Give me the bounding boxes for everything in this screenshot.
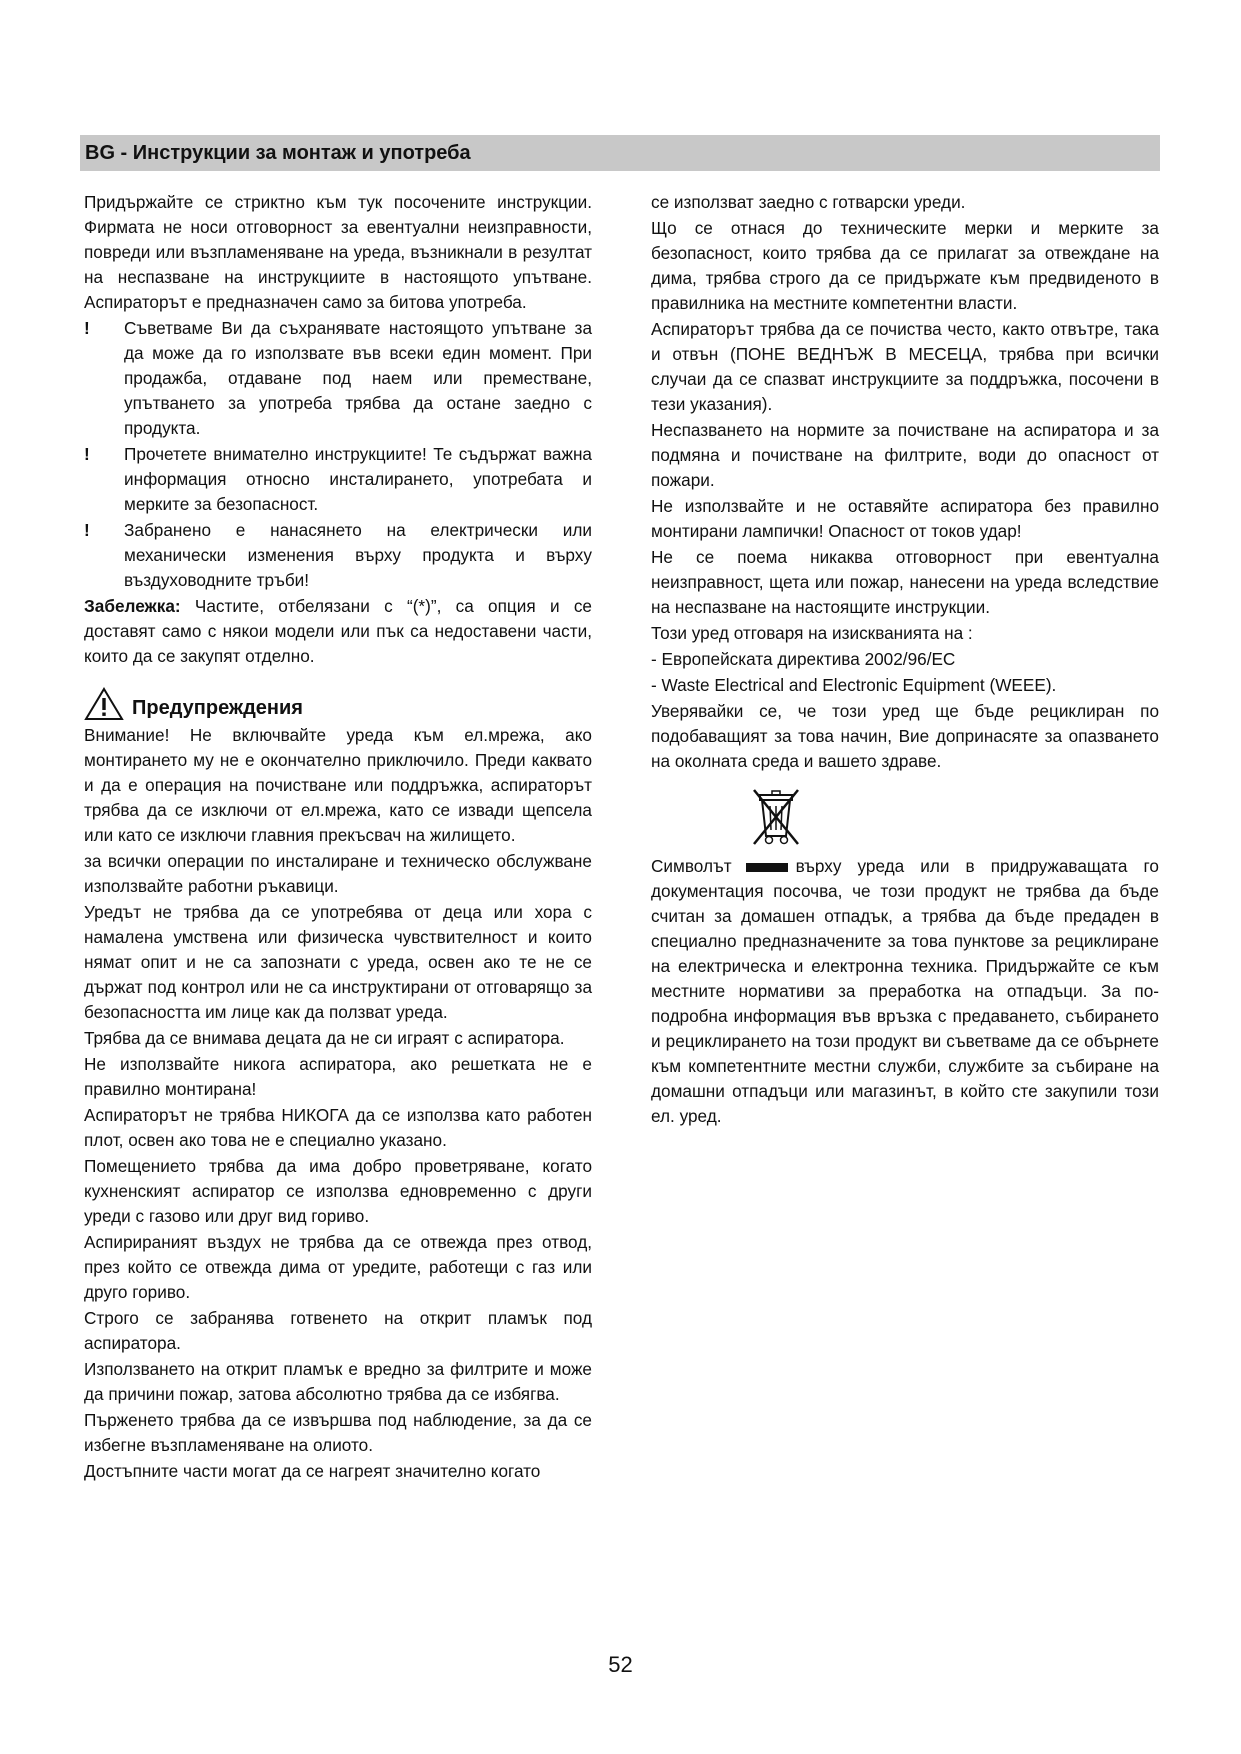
section-header: BG - Инструкции за монтаж и употреба: [80, 135, 1160, 171]
warnings-title: Предупреждения: [132, 697, 303, 719]
bullet-mark: !: [84, 318, 90, 338]
bullet-text: Съветваме Ви да съхранявате настоящото упътване за да може да го използвате във всеки един момент. При продажба, отдаване под наем или преместване, упътването за употреба трябва да остане заедно с продукта.: [124, 318, 592, 438]
right-paragraph: Аспираторът трябва да се почиства често, както отвътре, така и отвън (ПОНЕ ВЕДНЪЖ В МЕСЕЦА, трябва при всички случаи да се спазват инструкциите за поддръжка, посочени в тези указания).: [651, 319, 1159, 414]
symbol-prefix: Символът: [651, 856, 732, 876]
bullet-item: [84, 518, 592, 593]
note-label: Забележка:: [84, 596, 181, 616]
warning-paragraph: Уредът не трябва да се употребява от деца или хора с намалена умствена или физическа чувствителност и които нямат опит и не са запознати с уреда, освен ако те не се държат под контрол или не са инструктирани от отговарящо за безопасността им лице как да ползват уреда.: [84, 902, 592, 1022]
warning-paragraph: Достъпните части могат да се нагреят значително когато: [84, 1461, 541, 1481]
bullet-text: Забранено е нанасянето на електрически или механически изменения върху продукта и върху въздуховодните тръби!: [124, 520, 592, 590]
intro-paragraph: Придържайте се стриктно към тук посочените инструкции. Фирмата не носи отговорност за евентуални неизправности, повреди или възпламеняване на уреда, възникнали в резултат на неспазване на инструкциите в настоящото упътване. Аспираторът е предназначен само за битова употреба.: [84, 192, 592, 312]
warning-paragraph: Внимание! Не включвайте уреда към ел.мрежа, ако монтирането му не е окончателно приключило. Преди каквато и да е операция на почистване или поддръжка, аспираторът трябва да се изключи от ел.мрежа, като се извади щепсела или като се изключи главния прекъсвач на жилището.: [84, 725, 592, 845]
right-paragraph: - Европейската директива 2002/96/EC: [651, 649, 956, 669]
warning-paragraph: Строго се забранява готвенето на открит пламък под аспиратора.: [84, 1308, 592, 1353]
bullet-mark: !: [84, 444, 90, 464]
weee-paragraph: [651, 854, 1159, 1129]
warning-paragraph: Аспираторът не трябва НИКОГА да се използва като работен плот, освен ако това не е специално указано.: [84, 1105, 592, 1150]
bullet-mark: !: [84, 520, 90, 540]
warning-paragraph: Пърженето трябва да се извършва под наблюдение, за да се избегне възпламеняване на олиото.: [84, 1410, 592, 1455]
page-number: 52: [608, 1652, 633, 1677]
right-paragraph: Неспазването на нормите за почистване на аспиратора и за подмяна и почистване на филтрите, води до опасност от пожари.: [651, 420, 1159, 490]
right-paragraph: - Waste Electrical and Electronic Equipment (WEEE).: [651, 675, 1057, 695]
warning-paragraph: Аспирираният въздух не трябва да се отвежда през отвод, през който се отвежда дима от уредите, работещи с газ или друго гориво.: [84, 1232, 592, 1302]
right-column: [651, 190, 1159, 1130]
bullet-text: Прочетете внимателно инструкциите! Те съдържат важна информация относно инсталирането, употребата и мерките за безопасност.: [124, 444, 592, 514]
note-text: Частите, отбелязани с “(*)”, са опция и се доставят само с някои модели или пък са недоставени части, които да се закупят отделно.: [84, 596, 592, 666]
bullet-item: [84, 316, 592, 441]
warning-paragraph: Използването на открит пламък е вредно за филтрите и може да причини пожар, затова абсолютно трябва да се избягва.: [84, 1359, 592, 1404]
symbol-text: върху уреда или в придружаващата го документация посочва, че този продукт не трябва да бъде считан за домашен отпадък, а трябва да бъде предаден в специално предназначените за това пунктове за рециклиране на електрическа и електронна техника. Придържайте се към местните нормативи за преработка на отпадъци. За по-подробна информация във връзка с предаването, събирането и рециклирането на този продукт ви съветваме да се обърнете към компетентните местни служби, службите за събиране на домашни отпадъци или магазинът, в който сте закупили този ел. уред.: [651, 856, 1159, 1126]
warning-paragraph: Помещението трябва да има добро проветряване, когато кухненският аспиратор се използва едновременно с други уреди с газово или друг вид гориво.: [84, 1156, 592, 1226]
warnings-heading: [84, 687, 592, 721]
black-bar-icon: [746, 863, 788, 872]
note-paragraph: [84, 594, 592, 669]
left-column: [84, 190, 592, 1485]
right-paragraph: Що се отнася до техническите мерки и мерките за безопасност, които трябва да се прилагат за отвеждане на дима, трябва строго да се придържате към предвиденото в правилника на местните компетентни власти.: [651, 218, 1159, 313]
warning-paragraph: Трябва да се внимава децата да не си играят с аспиратора.: [84, 1028, 565, 1048]
warning-paragraph: Не използвайте никога аспиратора, ако решетката не е правилно монтирана!: [84, 1054, 592, 1099]
bullet-item: [84, 442, 592, 517]
crossed-out-wheelie-bin-icon: [748, 786, 804, 846]
right-paragraph: Този уред отговаря на изискванията на :: [651, 623, 973, 643]
right-paragraph: се използват заедно с готварски уреди.: [651, 192, 966, 212]
warning-paragraph: за всички операции по инсталиране и техническо обслужване използвайте работни ръкавици.: [84, 851, 592, 896]
right-paragraph: Уверявайки се, че този уред ще бъде рециклиран по подобаващият за това начин, Вие допринасяте за опазването на околната среда и вашето здраве.: [651, 701, 1159, 771]
right-paragraph: Не се поема никаква отговорност при евентуална неизправност, щета или пожар, нанесени на уреда вследствие на неспазване на настоящите инструкции.: [651, 547, 1159, 617]
warning-triangle-icon: [84, 687, 124, 721]
right-paragraph: Не използвайте и не оставяйте аспиратора без правилно монтирани лампички! Опасност от токов удар!: [651, 496, 1159, 541]
weee-symbol-area: [651, 786, 1159, 848]
